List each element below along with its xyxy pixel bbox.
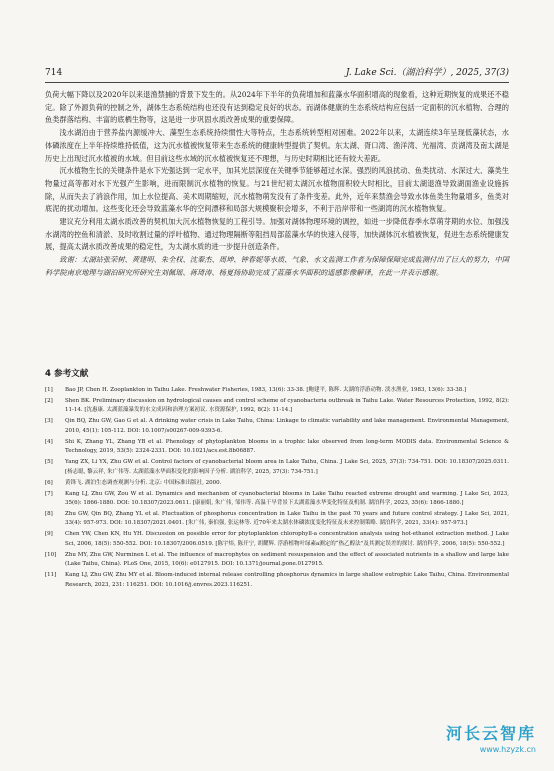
reference-text: Kang LJ, Zhu GW, Zhu MY et al. Bloom-induced internal release controlling phosphorus dynamics in large shallow eutrophic Lake Taihu, China. Environmental Research, 2023, 231: 116251. DOI: 10.1016/j.envres.2023.116251. xyxy=(65,572,509,588)
reference-item xyxy=(45,397,509,416)
paragraph: 建议充分利用太湖水质改善的契机加大沉水植物恢复的工程引导。加强对湖体物理环境的调控，如进一步降低春季水草萌芽期的水位、加强浅水湖湾的控鱼和清淤、及时收割过量的浮叶植物、通过物理隔断等阻挡局部蓝藻水华的快速入侵等，加快湖体沉水植被恢复，促进生态系统健康发展，提高太湖水质改善成果的稳定性，为太湖水质的进一步提升创造条件。 xyxy=(45,217,509,252)
reference-number: [7] xyxy=(45,490,53,497)
header-rule xyxy=(45,82,509,83)
reference-text: Chen YW, Chen KN, Hu YH. Discussion on possible error for phytoplankton chlorophyll-a concentration analysis using hot-ethanol extraction method. J Lake Sci, 2006, 18(5): 550-552. DOI: 10.18307/2006.0519. [陈宇炜, 陈开宁, 胡耀辉. 浮游植物叶绿素a测定的“热乙醇法”及其测定误差的探讨. 湖泊科学, 2006, 18(5): 550-552.] xyxy=(65,531,509,547)
watermark-url: www.hzyzk.cn xyxy=(479,745,536,754)
reference-number: [5] xyxy=(45,459,53,466)
reference-number: [8] xyxy=(45,511,53,518)
references-heading: 4 参考文献 xyxy=(45,369,89,379)
reference-number: [11] xyxy=(45,572,57,579)
reference-list xyxy=(45,386,509,592)
reference-text: Kang LJ, Zhu GW, Zou W et al. Dynamics and mechanism of cyanobacterial blooms in Lake Taihu reacted extreme drought and warming. J Lake Sci, 2023, 35(6): 1866-1880. DOI: 10.18307/2023.0611. [康丽娟, 朱广伟, 邹伟等. 高温干旱背景下太湖蓝藻水华变化特征及机制. 湖泊科学, 2023, 35(6): 1866-1880.] xyxy=(65,490,509,507)
reference-number: [6] xyxy=(45,479,53,486)
reference-number: [10] xyxy=(45,551,57,558)
reference-number: [2] xyxy=(45,398,53,404)
reference-text: Qin BQ, Zhu GW, Gao G et al. A drinking water crisis in Lake Taihu, China: Linkage to climatic variability and lake management. Environmental Management, 2010, 45(1): 105-112. DOI: 10.1007/s00267-009-9393-6. xyxy=(65,418,509,434)
reference-item xyxy=(45,458,509,477)
acknowledgement: 致谢：太湖站张荣树、黄建明、朱全权、沈秦杰、周坤、钟春妮等水质、气象、水文监测工作者为保障保障完成监测付出了巨大的努力，中国科学院南京地理与湖泊研究所研究生刘佩瑶、蒋琦涛、杨夏扬协助完成了蓝藻水华面积的遥感影像解译，在此一并表示感谢。 xyxy=(45,255,509,277)
reference-item xyxy=(45,510,509,529)
reference-item xyxy=(45,438,509,457)
reference-item xyxy=(45,530,509,549)
reference-text: 黄锋飞. 湖泊生态调查观测与分析. 北京: 中国标准出版社, 2000. xyxy=(65,479,222,486)
reference-text: Shi K, Zhang YL, Zhang YB et al. Phenology of phytoplankton blooms in a trophic lake observed from long-term MODIS data. Environmental Science & Technology, 2019, 53(5): 2324-2331. DOI: 10.1021/acs.est.8b06887. xyxy=(65,438,509,455)
body-text xyxy=(45,89,509,280)
reference-number: [9] xyxy=(45,531,53,538)
paragraph: 负荷大幅下降以及2020年以来退渔禁捕的背景下发生的。从2024年下半年的负荷增加和蓝藻水华面积增高的现象看，这种近期恢复的成果还不稳定。除了外源负荷的控制之外，湖体生态系统结构也还没有达到稳定良好的状态。而湖体健康的生态系统结构应包括一定面积的沉水植物、合理的鱼类群落结构、丰富的底栖生物等，这是进一步巩固水质改善成果的重要保障。 xyxy=(45,90,510,125)
reference-number: [4] xyxy=(45,438,53,445)
paragraph: 沉水植物生长的关键条件是水下光强达到一定水平，加其光层深度在关键季节能够超过水深。强烈的风浪扰动、鱼类扰动、水深过大、藻类生物量过高等都对水下光强产生影响，进而限制沉水植物的恢复。与21世纪初太湖沉水植物面积较大时相比，目前太湖退渔导致湖面渔业设施拆除，从而失去了消浪作用，加上水位提高、美术周期缩短，沉水植物萌发没有了条件变差。此外，近年来禁渔会导致水体鱼类生物量增多，鱼类对底泥的扰动增加。这些变化还会导致蓝藻水华的空间漂移和局部大规模聚积会增多，不利于沿岸带和一些湖湾的沉水植物恢复。 xyxy=(45,166,509,214)
reference-item xyxy=(45,571,509,590)
site-watermark xyxy=(406,724,536,762)
reference-number: [1] xyxy=(45,387,53,393)
reference-text: Bao JP, Chen H. Zooplankton in Taihu Lake. Freshwater Fisheries, 1983, 13(6): 33-38. [鲍建平, 陈辉. 太湖的浮游动物. 淡水渔业, 1983, 13(6): 33-38.] xyxy=(65,387,467,393)
journal-citation: J. Lake Sci.（湖泊科学）, 2025, 37(3) xyxy=(345,68,509,78)
reference-number: [3] xyxy=(45,418,53,425)
reference-item xyxy=(45,386,509,395)
running-header xyxy=(45,66,509,80)
reference-text: Shen BK. Preliminary discussion on hydrological causes and control scheme of cyanobacteria outbreak in Taihu Lake. Water Resources Protection, 1992, 8(2): 11-14. [沈惠康. 太湖蓝藻暴发的水文成因和治理方案初议. 水资源保护, 1992, 8(2): 11-14.] xyxy=(65,398,509,414)
reference-item xyxy=(45,417,509,436)
page-number: 714 xyxy=(45,68,63,78)
paragraph: 浅水湖泊由于营养盐内源缓冲大、藻型生态系统持续惯性大等特点，生态系统转型相对困难。2022年以来，太湖连续3年呈现低藻状态，水体磷浓度在上半年持续维持低值，这为沉水植被恢复带来生态系统的健康转型提供了契机。东太湖、胥口湾、渔洋湾、光福湾、贡湖湾及南太湖是历史上出现过沉水植被的水域。但目前这些水域的沉水植被恢复还不理想，与历史时期相比还有较大差距。 xyxy=(45,128,509,163)
reference-text: Yang ZX, Li YX, Zhu GW et al. Control factors of cyanobacterial bloom area in Lake Taihu, China. J Lake Sci, 2025, 37(3): 734-751. DOI: 10.18307/2025.0311. [杨志聪, 黎云祥, 朱广伟等. 太湖蓝藻水华面积变化的影响因子分析. 湖泊科学, 2025, 37(3): 734-751.] xyxy=(65,459,509,475)
reference-item xyxy=(45,479,509,488)
reference-text: Zhu GW, Qin BQ, Zhang YL et al. Fluctuation of phosphorus concentration in Lake Taihu in the past 70 years and future control strategy. J Lake Sci, 2021, 33(4): 957-973. DOI: 10.18307/2021.0401. [朱广伟, 秦伯强, 张运林等. 近70年来太湖水体磷浓度变化特征及未来控制策略. 湖泊科学, 2021, 33(4): 957-973.] xyxy=(65,511,509,527)
reference-text: Zhu MY, Zhu GW, Nurminen L et al. The influence of macrophytes on sediment resuspension and the effect of associated nutrients in a shallow and large lake (Lake Taihu, China). PLoS One, 2015, 10(6): e0127915. DOI: 10.1371/journal.pone.0127915. xyxy=(65,551,509,568)
reference-item xyxy=(45,490,509,509)
watermark-title: 河长云智库 xyxy=(445,724,536,743)
reference-item xyxy=(45,551,509,570)
